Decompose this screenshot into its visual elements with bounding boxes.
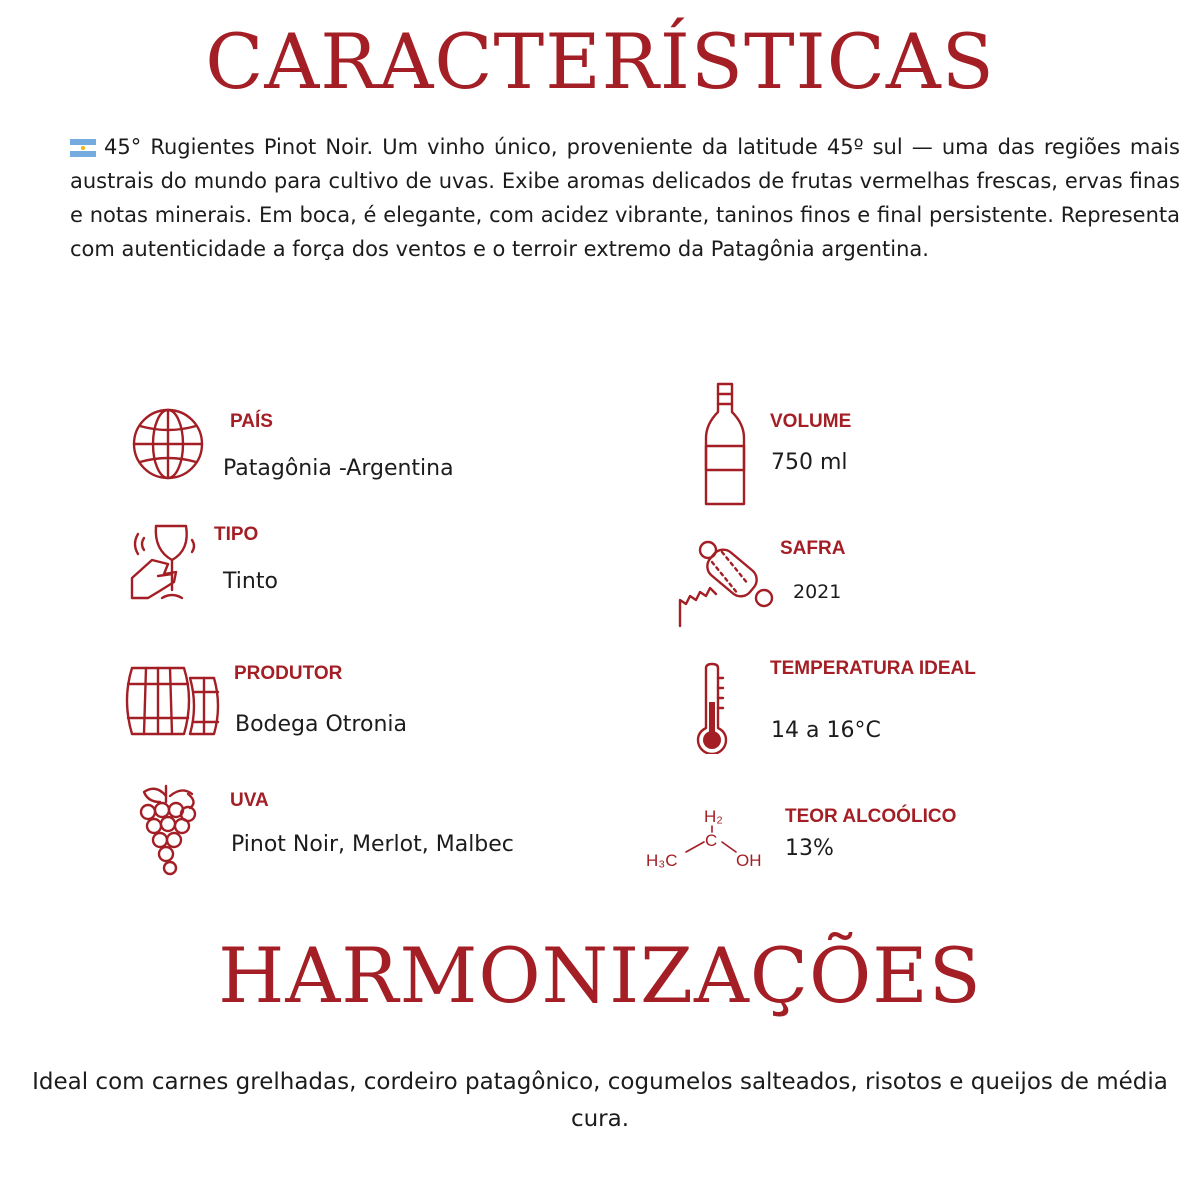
tipo-value: Tinto bbox=[223, 569, 278, 594]
intro-paragraph bbox=[70, 130, 1180, 266]
harmonizacoes-text: Ideal com carnes grelhadas, cordeiro patagônico, cogumelos salteados, risotos e queijos de média cura. bbox=[32, 1069, 1168, 1132]
ethanol-h2-label: H₂ bbox=[704, 807, 723, 826]
tipo-label: TIPO bbox=[214, 524, 259, 545]
teor-value: 13% bbox=[785, 836, 834, 861]
volume-label: VOLUME bbox=[770, 411, 852, 432]
ethanol-molecule-icon bbox=[644, 806, 770, 870]
harmonizacoes-title: HARMONIZAÇÕES bbox=[218, 931, 982, 1020]
safra-value: 2021 bbox=[793, 581, 842, 603]
bottle-icon bbox=[700, 380, 750, 508]
pais-label: PAÍS bbox=[230, 411, 273, 432]
page-title: CARACTERÍSTICAS bbox=[205, 17, 995, 106]
temperatura-label: TEMPERATURA IDEAL bbox=[770, 658, 976, 679]
grapes-icon bbox=[126, 782, 206, 880]
teor-label: TEOR ALCOÓLICO bbox=[785, 806, 957, 827]
produtor-label: PRODUTOR bbox=[234, 663, 343, 684]
thermometer-icon bbox=[694, 662, 734, 754]
argentina-flag-icon bbox=[70, 139, 96, 157]
barrels-icon bbox=[124, 662, 224, 742]
globe-icon bbox=[128, 404, 208, 484]
uva-label: UVA bbox=[230, 790, 269, 811]
intro-text: 45° Rugientes Pinot Noir. Um vinho único, proveniente da latitude 45º sul — uma das regiões mais austrais do mundo para cultivo de uvas. Exibe aromas delicados de frutas vermelhas frescas, ervas finas e notas minerais. Em boca, é elegante, com acidez vibrante, taninos finos e final persistente. Representa com autenticidade a força dos ventos e o terroir extremo da Patagônia argentina. bbox=[70, 135, 1180, 261]
temperatura-value: 14 a 16°C bbox=[771, 718, 881, 743]
safra-label: SAFRA bbox=[780, 538, 846, 559]
uva-value: Pinot Noir, Merlot, Malbec bbox=[231, 832, 514, 857]
produtor-value: Bodega Otronia bbox=[235, 712, 407, 737]
corkscrew-icon bbox=[676, 536, 776, 634]
pais-value: Patagônia -Argentina bbox=[223, 456, 454, 481]
ethanol-c-label: C bbox=[705, 831, 718, 850]
ethanol-h3c-label: H₃C bbox=[646, 851, 678, 870]
ethanol-oh-label: OH bbox=[736, 851, 762, 870]
volume-value: 750 ml bbox=[771, 450, 848, 475]
wine-glass-hand-icon bbox=[128, 520, 208, 604]
